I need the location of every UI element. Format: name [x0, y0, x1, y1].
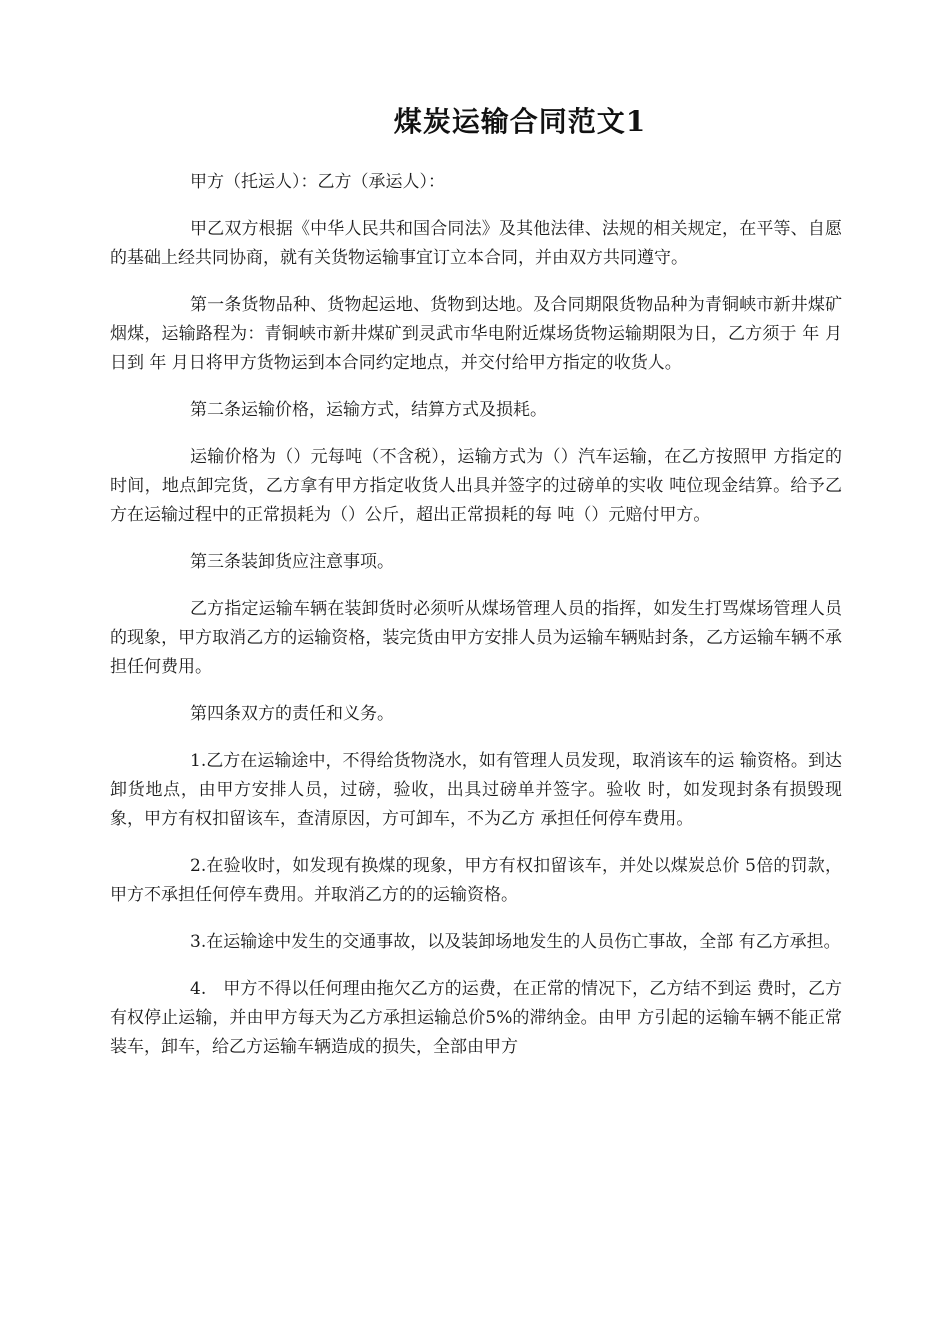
document-title: 煤炭运输合同范文1	[393, 105, 647, 138]
article-3-paragraph: 乙方指定运输车辆在装卸货时必须听从煤场管理人员的指挥，如发生打骂煤场管理人员的现象，甲方取消乙方的运输资格，装完货由甲方安排人员为运输车辆贴封条，乙方运输车辆不承担任何费用。	[110, 599, 842, 677]
article-4-heading: 第四条双方的责任和义务。	[190, 704, 394, 724]
article-2-paragraph: 运输价格为（）元每吨（不含税），运输方式为（）汽车运输，在乙方按照甲 方指定的时间，地点卸完货，乙方拿有甲方指定收货人出具并签字的过磅单的实收 吨位现金结算。给予乙方在运输过程中的正常损耗为（）公斤，超出正常损耗的每 吨（）元赔付甲方。	[110, 447, 842, 525]
party-line: 甲方（托运人）：乙方（承运人）：	[190, 172, 445, 192]
article-1-paragraph: 第一条货物品种、货物起运地、货物到达地。及合同期限货物品种为青铜峡市新井煤矿烟煤，运输路程为：青铜峡市新井煤矿到灵武市华电附近煤场货物运输期限为日，乙方须于 年 月 日到 年 月日将甲方货物运到本合同约定地点，并交付给甲方指定的收货人。	[110, 295, 842, 373]
document-body	[110, 168, 842, 1080]
article-4-item-4: 4. 甲方不得以任何理由拖欠乙方的运费，在正常的情况下，乙方结不到运 费时，乙方有权停止运输，并由甲方每天为乙方承担运输总价5%的滞纳金。由甲 方引起的运输车辆不能正常装车，卸车，给乙方运输车辆造成的损失，全部由甲方	[110, 979, 842, 1057]
article-4-item-2: 2.在验收时，如发现有换煤的现象，甲方有权扣留该车，并处以煤炭总价 5倍的罚款，甲方不承担任何停车费用。并取消乙方的的运输资格。	[110, 856, 842, 905]
article-2-heading: 第二条运输价格，运输方式，结算方式及损耗。	[190, 400, 547, 420]
article-4-item-1: 1.乙方在运输途中，不得给货物浇水，如有管理人员发现，取消该车的运 输资格。到达卸货地点，由甲方安排人员，过磅，验收，出具过磅单并签字。验收 时，如发现封条有损毁现象，甲方有权扣留该车，查清原因，方可卸车，不为乙方 承担任何停车费用。	[110, 751, 842, 829]
article-3-heading: 第三条装卸货应注意事项。	[190, 552, 394, 572]
article-4-item-3: 3.在运输途中发生的交通事故，以及装卸场地发生的人员伤亡事故，全部 有乙方承担。	[190, 932, 841, 952]
preamble-paragraph: 甲乙双方根据《中华人民共和国合同法》及其他法律、法规的相关规定，在平等、自愿的基础上经共同协商，就有关货物运输事宜订立本合同，并由双方共同遵守。	[110, 219, 842, 268]
